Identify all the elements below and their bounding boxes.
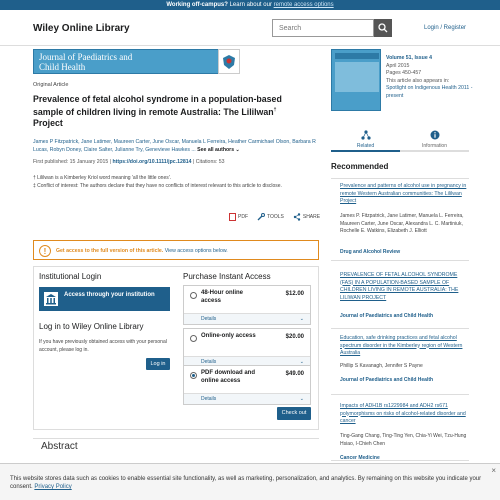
crest-icon (222, 54, 236, 70)
access-notice (33, 240, 319, 260)
note-conflict: ‡ Conflict of interest: The authors declare that they have no conflicts of interest relevant to this article to disclose. (33, 182, 282, 189)
institution-access-label: Access through your institution (64, 292, 155, 298)
list-item[interactable] (331, 329, 469, 395)
wrench-icon (257, 213, 265, 221)
pdf-label: PDF (238, 214, 248, 220)
chevron-down-icon[interactable]: ⌄ (234, 147, 240, 153)
recommended-title-link[interactable]: Impacts of ADH1B rs1229984 and ADH2 rs671 polymorphisms on risks of alcohol-related disorder and cancer (340, 403, 466, 424)
article-tools (229, 213, 320, 221)
cover-title-band (335, 53, 379, 59)
volume-issue-link[interactable]: Volume 51, Issue 4 (386, 55, 433, 61)
share-icon (293, 213, 301, 221)
share-label: SHARE (302, 214, 321, 220)
wol-login-text: If you have previously obtained access with your personal account, please log in. (39, 339, 167, 353)
site-header (0, 10, 500, 46)
tab-related[interactable] (331, 128, 400, 152)
purchase-title: Purchase Instant Access (183, 272, 271, 281)
search-button[interactable] (374, 19, 392, 37)
related-icon (361, 130, 371, 140)
site-logo[interactable]: Wiley Online Library (33, 23, 130, 34)
first-published: First published: 15 January 2015 (33, 159, 109, 165)
purchase-option-48-hour[interactable] (183, 285, 311, 325)
recommended-heading: Recommended (331, 162, 389, 171)
purchase-option-name: Online-only access (201, 333, 256, 339)
tools-label: TOOLS (267, 214, 284, 220)
article-title-text: Prevalence of fetal alcohol syndrome in a population-based sample of children living in remote Australia: The Lililwan (33, 94, 282, 117)
publication-info: First published: 15 January 2015 | https://doi.org/10.1111/jpc.12814 | Citations: 53 (33, 159, 225, 165)
tab-information[interactable] (400, 128, 469, 152)
issue-date: April 2015 (386, 62, 410, 69)
recommended-title-link[interactable]: PREVALENCE OF FETAL ALCOHOL SYNDROME (FAS) IN A POPULATION-BASED SAMPLE OF CHILDREN LIVING IN REMOTE AUSTRALIA: THE LILIWAN PROJECT (340, 272, 459, 301)
issue-pages: Pages 450-457 (386, 70, 422, 76)
login-register-link[interactable]: Login / Register (424, 25, 467, 31)
article-title-end: Project (33, 117, 63, 128)
article-type: Original Article (33, 82, 69, 88)
recommended-journal[interactable]: Journal of Paediatrics and Child Health (340, 377, 434, 383)
close-icon[interactable]: × (491, 466, 496, 475)
search-input[interactable]: Search (272, 19, 374, 37)
doi-link[interactable]: https://doi.org/10.1111/jpc.12814 (112, 159, 192, 165)
details-label: Details (201, 316, 217, 322)
purchase-radio[interactable] (190, 292, 197, 299)
list-item[interactable] (331, 261, 469, 329)
authors-text[interactable]: James P Fitzpatrick, Jane Latimer, Maureen Carter, June Oscar, Manuela L Ferreira, Heather Carmichael Olson, Barbara R Lucas, Robyn Doney, Claire Salter, Julianne Try, Genevieve Hawkes ... (33, 139, 316, 153)
details-label: Details (201, 396, 217, 402)
check-out-button[interactable]: Check out (277, 407, 311, 420)
journal-cover-image[interactable] (331, 49, 381, 111)
journal-banner-line1: Journal of Paediatrics and (39, 52, 133, 62)
issue-info (386, 55, 476, 100)
author-list (33, 138, 323, 154)
remote-access-text: Learn about our (227, 2, 274, 8)
purchase-option-name: 48-Hour online access (201, 290, 244, 304)
purchase-option-pdf-online[interactable] (183, 365, 311, 405)
recommended-title-link[interactable]: Prevalence and patterns of alcohol use in pregnancy in remote Western Australian communities: The Lililwan Project (340, 183, 467, 204)
recommended-title-link[interactable]: Education, safe drinking practices and fetal alcohol spectrum disorder in the Kimberley region of Western Australia (340, 335, 463, 356)
recommended-authors: Phillip S Kavanagh, Jennifer S Payne (340, 363, 423, 369)
view-access-options-link[interactable]: View access options below. (163, 248, 228, 254)
recommended-journal[interactable]: Journal of Paediatrics and Child Health (340, 313, 434, 319)
purchase-option-price: $49.00 (285, 371, 304, 377)
chevron-down-icon: ⌄ (299, 359, 304, 365)
institutional-login-title: Institutional Login (39, 272, 102, 281)
recommended-journal[interactable]: Drug and Alcohol Review (340, 249, 401, 255)
remote-access-bar (0, 0, 500, 10)
list-item[interactable] (331, 395, 469, 461)
abstract-heading: Abstract (33, 438, 319, 452)
purchase-option-online-only[interactable] (183, 328, 311, 368)
privacy-policy-link[interactable]: Privacy Policy (34, 484, 72, 490)
recommended-authors: James P. Fitzpatrick, Jane Latimer, Manuela L. Ferreira, Maureen Carter, June Oscar, Alexandra L. C. Martiniuk, Rochelle E. Watkins, Elizabeth J. Elliott (340, 213, 464, 234)
warning-icon: ! (39, 245, 51, 257)
log-in-button[interactable]: Log in (146, 358, 170, 370)
share-button[interactable] (293, 213, 320, 221)
purchase-option-price: $20.00 (285, 334, 304, 340)
institution-access-button[interactable] (39, 287, 170, 311)
purchase-option-name: PDF download and online access (201, 370, 255, 384)
journal-banner[interactable] (33, 49, 240, 74)
chevron-down-icon: ⌄ (299, 316, 304, 322)
article-notes (33, 175, 318, 190)
access-notice-bold: Get access to the full version of this article. (56, 248, 164, 254)
list-item[interactable] (331, 179, 469, 261)
tab-information-label: Information (421, 143, 447, 149)
pdf-icon (229, 213, 236, 221)
journal-banner-line2: Child Health (39, 62, 86, 72)
wol-login-title: Log in to Wiley Online Library (39, 322, 144, 331)
purchase-option-price: $12.00 (285, 291, 304, 297)
purchase-details-toggle[interactable] (184, 393, 310, 404)
cover-photo (335, 62, 379, 92)
recommended-list (331, 178, 469, 461)
cookie-banner (0, 463, 500, 500)
chevron-down-icon: ⌄ (299, 396, 304, 402)
remote-access-link[interactable]: remote access options (273, 2, 334, 8)
info-icon (430, 130, 440, 140)
pdf-button[interactable] (229, 213, 248, 221)
appears-in-label: This article also appears in: (386, 77, 450, 84)
cookie-text: This website stores data such as cookies to enable essential site functionality, as well as marketing, personalization, and analytics. By remaining on this website you indicate your consent. (10, 476, 482, 490)
see-all-authors-link[interactable]: See all authors (197, 147, 235, 153)
institution-icon (44, 292, 58, 306)
note-lililwan: † Lililwan is a Kimberley Kriol word meaning 'all the little ones'. (33, 175, 172, 181)
tab-related-label: Related (356, 143, 375, 149)
recommended-journal[interactable]: Cancer Medicine (340, 455, 380, 461)
article-title-sup: † (273, 107, 277, 113)
sidebar-tabs (331, 128, 469, 152)
purchase-radio[interactable] (190, 335, 197, 342)
citations-count[interactable]: Citations: 53 (195, 159, 225, 165)
purchase-details-toggle[interactable] (184, 313, 310, 324)
remote-access-bold: Working off-campus? (166, 2, 228, 8)
purchase-radio-selected[interactable] (190, 372, 197, 379)
recommended-authors: Ting-Gang Chang, Ting-Ting Yen, Chia-Yi Wei, Tzu-Hung Hsiao, I-Chieh Chen (340, 433, 467, 447)
appears-in-link[interactable]: Spotlight on Indigenous Health 2011 - present (386, 85, 473, 99)
article-title (33, 94, 303, 129)
details-label: Details (201, 359, 217, 365)
search-icon (378, 23, 388, 33)
tools-button[interactable] (257, 213, 284, 221)
society-crest-logo (218, 49, 240, 74)
